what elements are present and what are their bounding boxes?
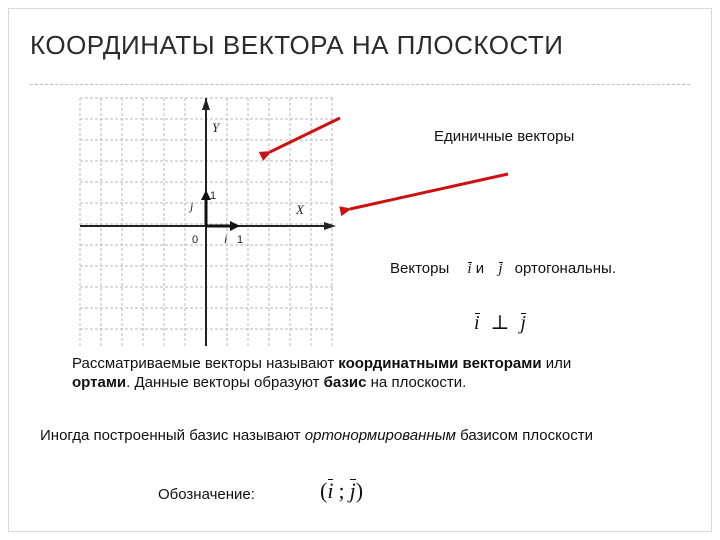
- x-axis-arrow-icon: [324, 222, 336, 230]
- notation-separator: ;: [338, 478, 345, 503]
- x-axis-label: X: [296, 202, 304, 217]
- formula-vector-j: j: [520, 312, 526, 334]
- vector-i-arrow-icon: [230, 221, 240, 231]
- slide-title: КООРДИНАТЫ ВЕКТОРА НА ПЛОСКОСТИ: [30, 30, 564, 60]
- p1-term-coordinate-vectors: координатными векторами: [338, 355, 542, 372]
- perpendicular-formula: [474, 310, 526, 335]
- y-axis-label: Y: [212, 120, 220, 135]
- p1-text-c: или: [541, 355, 572, 372]
- vector-j-label: j: [190, 199, 194, 213]
- p1-text-g: на плоскости.: [366, 374, 467, 391]
- orthogonal-statement: [390, 260, 616, 278]
- formula-vector-i: i: [474, 312, 480, 334]
- p1-text-a: Рассматриваемые векторы называют: [72, 355, 339, 372]
- p2-text-c: базисом плоскости: [455, 427, 593, 444]
- basis-notation: [320, 478, 363, 504]
- p1-term-basis: базис: [323, 374, 367, 391]
- and-word: и: [475, 260, 485, 277]
- p2-text-a: Иногда построенный базис называют: [40, 427, 305, 444]
- notation-label: Обозначение:: [158, 486, 255, 503]
- perp-symbol: ⊥: [490, 312, 510, 334]
- p2-term-orthonormal: ортонормированным: [304, 427, 456, 444]
- notation-vector-i: i: [327, 478, 334, 503]
- vectors-word: Векторы: [390, 260, 450, 277]
- notation-close-paren: ): [355, 478, 364, 503]
- y-axis-arrow-icon: [202, 98, 210, 110]
- unit-vectors-label: Единичные векторы: [434, 128, 575, 145]
- vector-j-symbol: j: [498, 261, 503, 277]
- orthogonal-word: ортогональны.: [514, 260, 616, 277]
- coordinate-vectors-paragraph: [72, 354, 572, 392]
- notation-open-paren: (: [320, 478, 328, 503]
- pointer-arrow-i: [350, 174, 508, 209]
- pointer-arrow-j: [270, 118, 340, 152]
- vector-i-symbol: i: [467, 261, 472, 277]
- p1-term-orts: ортами: [72, 374, 127, 391]
- tick-y-label: 1: [210, 190, 217, 202]
- origin-label: 0: [192, 234, 199, 246]
- vector-i-label: i: [224, 232, 228, 246]
- orthonormal-basis-paragraph: [40, 426, 640, 445]
- tick-x-label: 1: [237, 234, 244, 246]
- notation-vector-j: j: [349, 478, 356, 503]
- p1-text-e: . Данные векторы образуют: [126, 374, 324, 391]
